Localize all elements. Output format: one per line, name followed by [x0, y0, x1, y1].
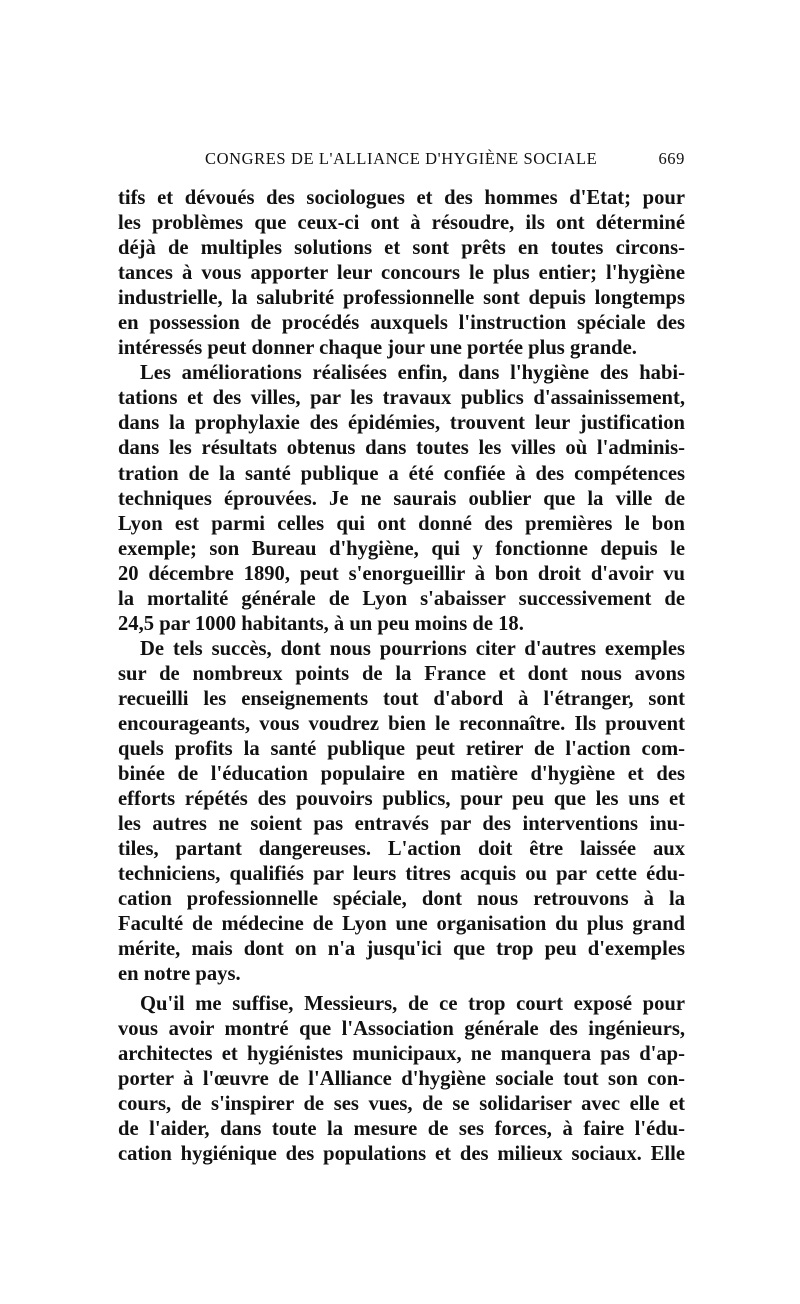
text-line: dans la prophylaxie des épidémies, trouvent leur justification: [118, 412, 685, 435]
text-line: techniciens, qualifiés par leurs titres acquis ou par cette édu-: [118, 863, 685, 886]
text-line: dans les résultats obtenus dans toutes les villes où l'adminis-: [118, 437, 685, 460]
text-line: mérite, mais dont on n'a jusqu'ici que trop peu d'exemples: [118, 938, 685, 961]
text-line: architectes et hygiénistes municipaux, ne manquera pas d'ap-: [118, 1042, 685, 1065]
text-line: binée de l'éducation populaire en matière d'hygiène et des: [118, 763, 685, 786]
text-line: Les améliorations réalisées enfin, dans l'hygiène des habi-: [140, 362, 685, 385]
text-line: déjà de multiples solutions et sont prêts en toutes circons-: [118, 237, 685, 260]
text-line: efforts répétés des pouvoirs publics, pour peu que les uns et: [118, 788, 685, 811]
page-number: 669: [658, 149, 685, 168]
text-line: cation professionnelle spéciale, dont nous retrouvons à la: [118, 888, 685, 911]
text-line: cours, de s'inspirer de ses vues, de se solidariser avec elle et: [118, 1092, 685, 1115]
text-line: tances à vous apporter leur concours le plus entier; l'hygiène: [118, 262, 685, 285]
text-line: Qu'il me suffise, Messieurs, de ce trop court exposé pour: [140, 992, 685, 1015]
text-line: de l'aider, dans toute la mesure de ses forces, à faire l'édu-: [118, 1117, 685, 1140]
paragraph: [118, 992, 685, 1167]
text-line: porter à l'œuvre de l'Alliance d'hygiène sociale tout son con-: [118, 1067, 685, 1090]
text-line: industrielle, la salubrité professionnelle sont depuis longtemps: [118, 287, 685, 310]
text-line: recueilli les enseignements tout d'abord à l'étranger, sont: [118, 687, 685, 710]
text-line: 20 décembre 1890, peut s'enorgueillir à bon droit d'avoir vu: [118, 562, 685, 585]
text-line: De tels succès, dont nous pourrions citer d'autres exemples: [140, 637, 685, 660]
paragraph: [118, 361, 685, 637]
text-line: tration de la santé publique a été confiée à des compétences: [118, 462, 685, 485]
text-line: Faculté de médecine de Lyon une organisation du plus grand: [118, 913, 685, 936]
text-line: intéressés peut donner chaque jour une portée plus grande.: [118, 337, 637, 360]
text-line: en notre pays.: [118, 963, 241, 986]
paragraph: [118, 186, 685, 361]
text-line: cation hygiénique des populations et des milieux sociaux. Elle: [118, 1142, 685, 1165]
text-line: en possession de procédés auxquels l'instruction spéciale des: [118, 312, 685, 335]
text-line: les problèmes que ceux-ci ont à résoudre, ils ont déterminé: [118, 212, 685, 235]
text-line: quels profits la santé publique peut retirer de l'action com-: [118, 738, 685, 761]
running-head: [118, 149, 685, 173]
text-line: tations et des villes, par les travaux publics d'assainissement,: [118, 387, 685, 410]
text-line: les autres ne soient pas entravés par des interventions inu-: [118, 813, 685, 836]
text-line: sur de nombreux points de la France et dont nous avons: [118, 662, 685, 685]
text-line: exemple; son Bureau d'hygiène, qui y fonctionne depuis le: [118, 537, 685, 560]
text-line: techniques éprouvées. Je ne saurais oublier que la ville de: [118, 487, 685, 510]
text-line: tiles, partant dangereuses. L'action doit être laissée aux: [118, 838, 685, 861]
text-line: encourageants, vous voudrez bien le reconnaître. Ils prouvent: [118, 712, 685, 735]
text-line: Lyon est parmi celles qui ont donné des premières le bon: [118, 512, 685, 535]
text-line: tifs et dévoués des sociologues et des hommes d'Etat; pour: [118, 187, 685, 209]
running-title: CONGRES DE L'ALLIANCE D'HYGIÈNE SOCIALE: [205, 149, 598, 168]
paragraph: [118, 637, 685, 988]
text-line: vous avoir montré que l'Association générale des ingénieurs,: [118, 1017, 685, 1040]
body-text: [118, 186, 685, 1167]
text-line: 24,5 par 1000 habitants, à un peu moins de 18.: [118, 612, 524, 635]
text-line: la mortalité générale de Lyon s'abaisser successivement de: [118, 587, 685, 610]
